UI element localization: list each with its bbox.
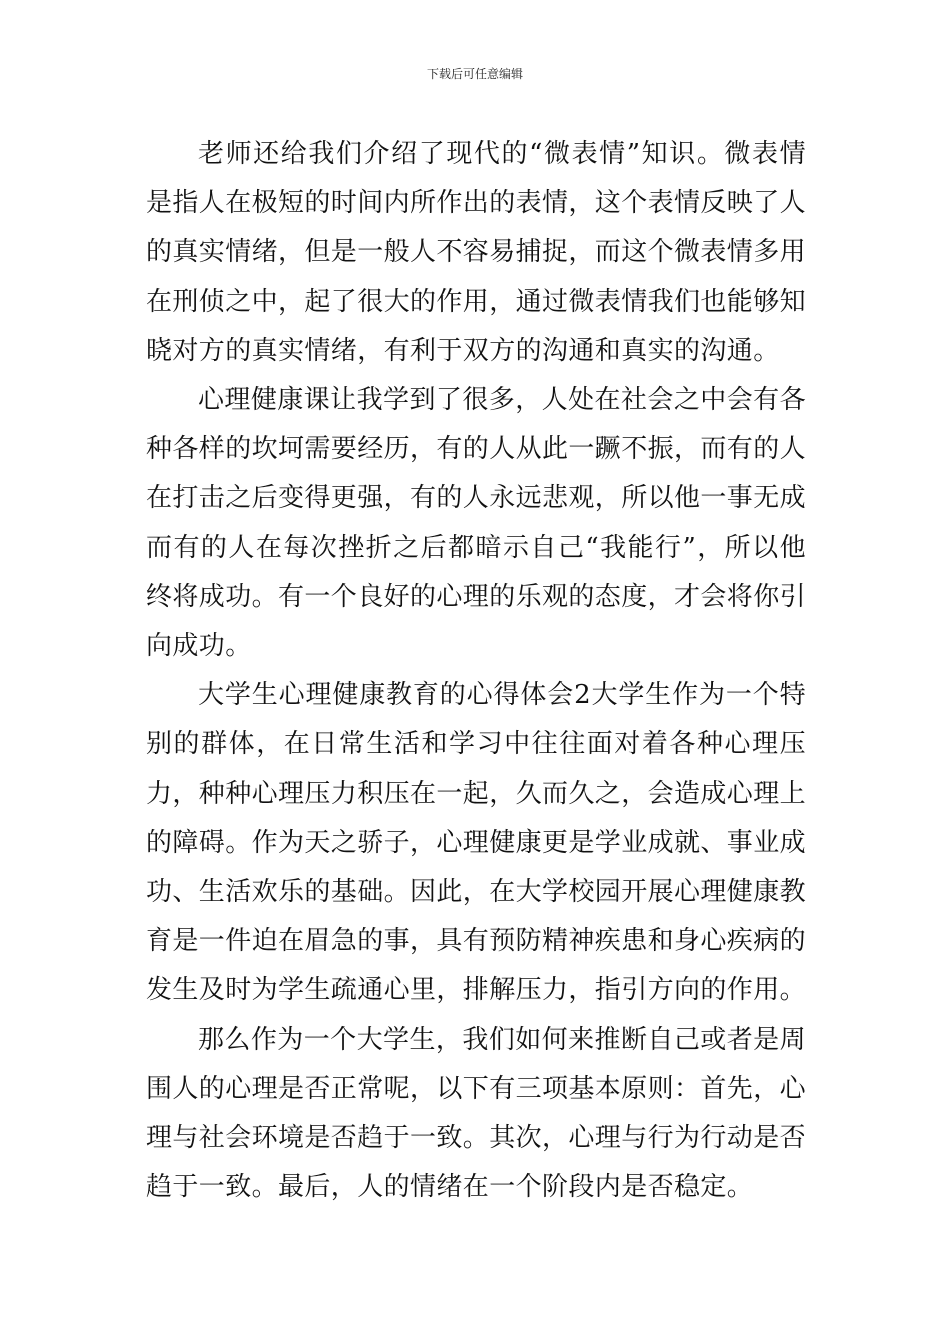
paragraph-mental-health-class: 心理健康课让我学到了很多，人处在社会之中会有各种各样的坎坷需要经历，有的人从此一蹶不振，而有的人在打击之后变得更强，有的人永远悲观，所以他一事无成而有的人在每次挫折之后都暗示自己“我能行”，所以他终将成功。有一个良好的心理的乐观的态度，才会将你引向成功。 (146, 385, 807, 662)
paragraph-three-principles: 那么作为一个大学生，我们如何来推断自己或者是周围人的心理是否正常呢，以下有三项基本原则：首先，心理与社会环境是否趋于一致。其次，心理与行为行动是否趋于一致。最后，人的情绪在一个阶段内是否稳定。 (146, 1024, 807, 1203)
document-body (146, 130, 806, 1212)
paragraph-micro-expressions: 老师还给我们介绍了现代的“微表情”知识。微表情是指人在极短的时间内所作出的表情，这个表情反映了人的真实情绪，但是一般人不容易捕捉，而这个微表情多用在刑侦之中，起了很大的作用，通过微表情我们也能够知晓对方的真实情绪，有利于双方的沟通和真实的沟通。 (146, 139, 807, 366)
page-header: 下载后可任意编辑 (426, 67, 523, 81)
paragraph-college-students: 大学生心理健康教育的心得体会2大学生作为一个特别的群体，在日常生活和学习中往往面对着各种心理压力，种种心理压力积压在一起，久而久之，会造成心理上的障碍。作为天之骄子，心理健康更是学业成就、事业成功、生活欢乐的基础。因此，在大学校园开展心理健康教育是一件迫在眉急的事，具有预防精神疾患和身心疾病的发生及时为学生疏通心里，排解压力，指引方向的作用。 (146, 680, 807, 1006)
